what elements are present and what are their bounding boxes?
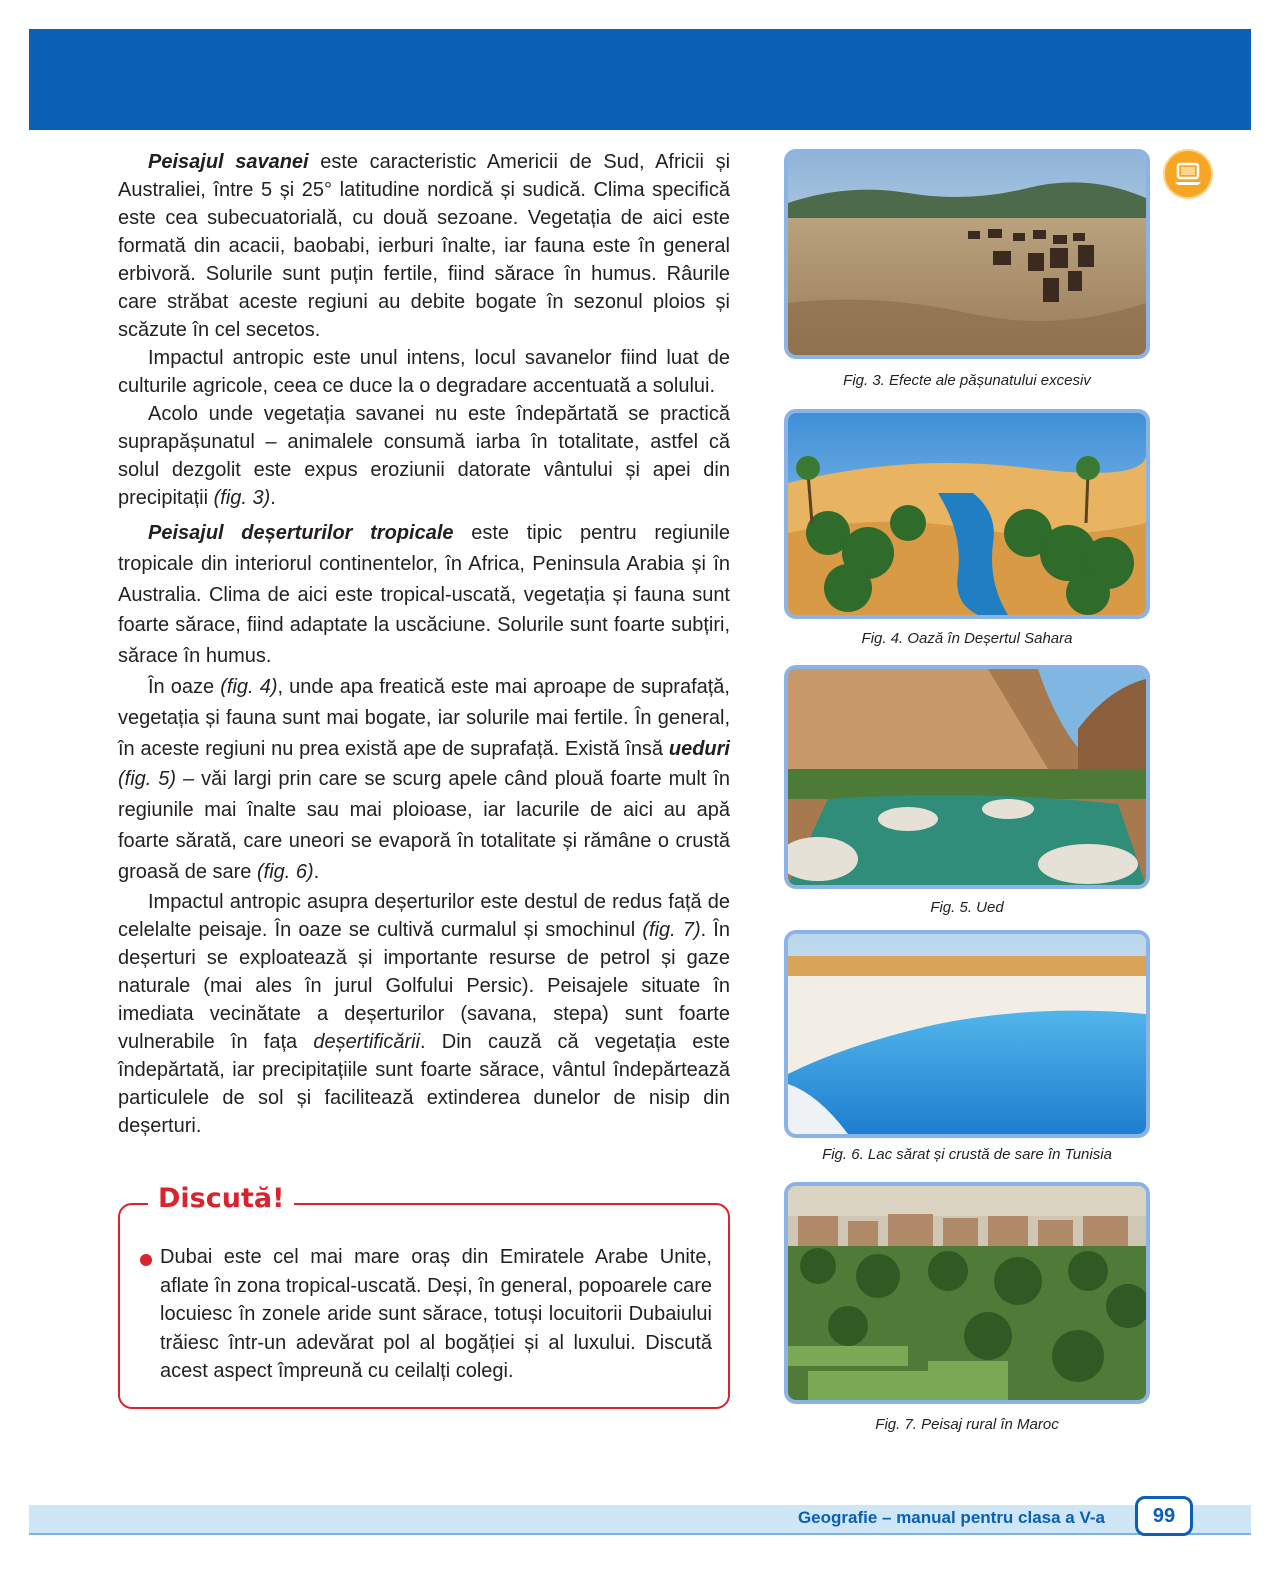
main-text: [118, 148, 730, 1140]
computer-icon[interactable]: [1165, 151, 1211, 197]
figure-5-photo: [784, 665, 1150, 889]
paragraph-text: – văi largi prin care se scurg apele când plouă foarte mult în regiunile mai înalte sau mai ploioase, iar lacurile de aici au apă foarte sărată, care uneori se evaporă în totalitate și rămâne o crustă groasă de sare: [118, 768, 730, 883]
paragraph-text: , unde apa freatică este mai aproape de suprafață, vegetația și fauna sunt mai bogate, iar solurile mai fertile. În general, în aceste regiuni nu prea există ape de suprafață. Există însă: [118, 675, 730, 760]
paragraph-oasis: [118, 672, 730, 888]
figure-4-photo: [784, 409, 1150, 619]
figure-reference: (fig. 6): [256, 860, 314, 883]
paragraph-impact-savanna: Impactul antropic este unul intens, locul savanelor fiind luat de culturile agricole, ceea ce duce la o degradare accentuată a solului.: [118, 347, 730, 397]
paragraph-text: . În deșerturi se exploatează și importante resurse de petrol și gaze naturale (mai ales în jurul Golfului Persic). Peisajele situate în imediata vecinătate a deșerturilor (savana, stepa) sunt foarte vulnerabile în fața: [118, 918, 730, 1053]
figure-6-caption: Fig. 6. Lac sărat și crustă de sare în Tunisia: [822, 1146, 1112, 1163]
footer-title: Geografie – manual pentru clasa a V-a: [797, 1508, 1105, 1527]
paragraph-impact-desert: [118, 888, 730, 1140]
term-desert: Peisajul deșerturilor tropicale: [148, 522, 454, 544]
header-band: [29, 29, 1251, 130]
figure-reference: (fig. 4): [220, 675, 278, 698]
paragraph-savanna: [118, 148, 730, 344]
bullet-icon: [140, 1254, 152, 1266]
figure-7-photo: [784, 1182, 1150, 1404]
paragraph-text: este caracteristic Americii de Sud, Africii și Australiei, între 5 și 25° latitudine nordică și sudică. Clima specifică este cea subecuatorială, cu două sezoane. Vegetația de aici este formată din acacii, baobabi, ierburi înalte, iar fauna este în general erbivoră. Solurile sunt puțin fertile, fiind sărace în humus. Râurile care străbat aceste regiuni au debite bogate în sezonul ploios și scăzute în cel secetos.: [118, 151, 731, 341]
figure-3-caption: Fig. 3. Efecte ale pășunatului excesiv: [843, 372, 1091, 389]
discuss-box: [118, 1183, 730, 1409]
page-number: 99: [1135, 1496, 1193, 1536]
paragraph-text: . Din cauză că vegetația este îndepărtată, iar precipitațiile sunt foarte sărace, vântul îndepărtează particulele de sol și facilitează extinderea dunelor de nisip din deșerturi.: [118, 1030, 730, 1137]
paragraph-text: este tipic pentru regiunile tropicale din interiorul continentelor, în Africa, Peninsula Arabia și în Australia. Clima de aici este tropical-uscată, vegetația și fauna sunt foarte sărace, fiind adaptate la uscăciune. Solurile sunt foarte subțiri, sărace în humus.: [118, 522, 730, 668]
term-ueduri: ueduri: [668, 737, 730, 760]
figure-3-photo: [784, 149, 1150, 359]
paragraph-text: Impactul antropic asupra deșerturilor este destul de redus față de celelalte peisaje. În oaze se cultivă curmalul și smochinul: [118, 890, 730, 941]
figure-7-caption: Fig. 7. Peisaj rural în Maroc: [875, 1416, 1059, 1433]
figure-6-photo: [784, 930, 1150, 1138]
paragraph-text: .: [313, 860, 320, 883]
figure-5-caption: Fig. 5. Ued: [930, 899, 1004, 916]
figure-reference: (fig. 7): [642, 918, 701, 941]
term-desertification: deșertificării: [313, 1030, 421, 1053]
discuss-title: Discută!: [148, 1183, 294, 1214]
paragraph-text: În oaze: [148, 675, 221, 698]
figure-reference: (fig. 3): [213, 487, 271, 509]
paragraph-text: .: [270, 487, 276, 509]
figure-reference: (fig. 5): [118, 768, 177, 791]
term-savanna: Peisajul savanei: [148, 151, 309, 173]
figure-4-caption: Fig. 4. Oază în Deșertul Sahara: [861, 630, 1073, 647]
paragraph-text: Acolo unde vegetația savanei nu este îndepărtată se practică suprapășunatul – animalele consumă iarba în totalitate, astfel că solul dezgolit este expus eroziunii datorate vântului și apei din precipitații: [118, 403, 730, 509]
paragraph-overgrazing: [118, 400, 730, 512]
discuss-text: Dubai este cel mai mare oraș din Emiratele Arabe Unite, aflate în zona tropical-uscată. Deși, în general, popoarele care locuiesc în zonele aride sunt sărace, totuși locuitorii Dubaiului trăiesc într-un adevărat pol al bogăției și al luxului. Discută acest aspect împreună cu ceilalți colegi.: [160, 1246, 712, 1382]
paragraph-desert: [118, 518, 730, 672]
